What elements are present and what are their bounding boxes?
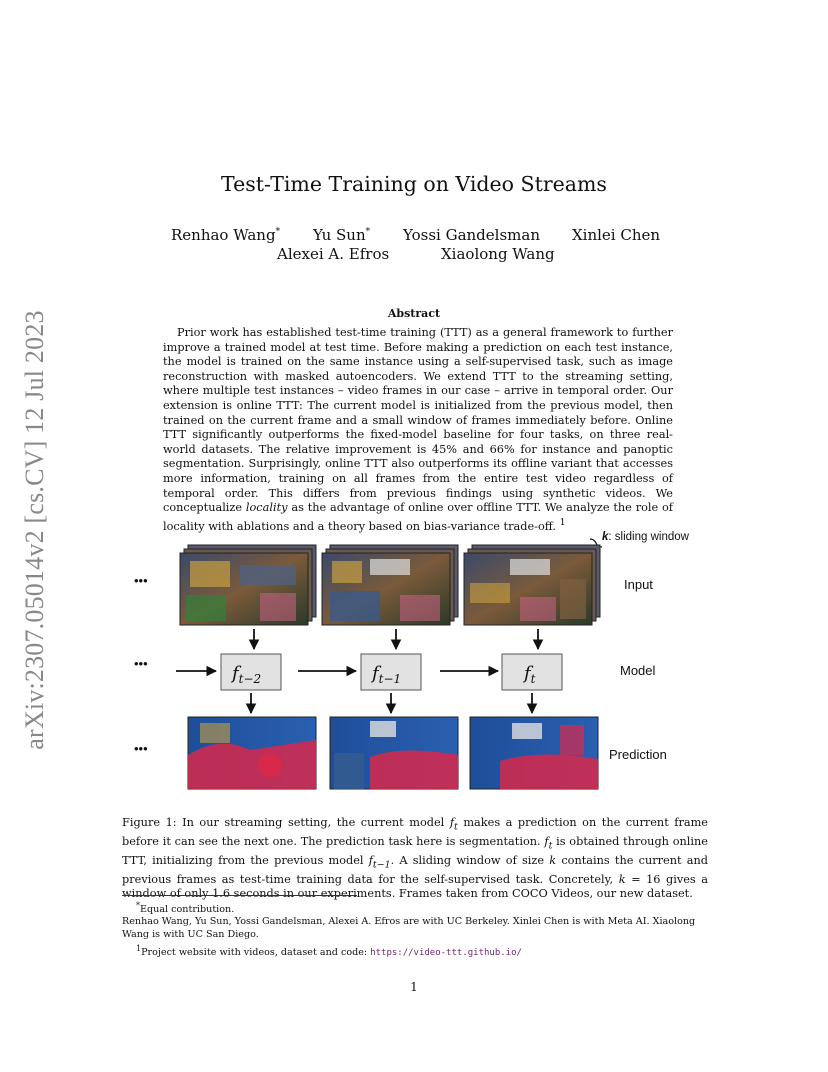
window-k: k	[602, 531, 609, 543]
author-alexei-efros: Alexei A. Efros	[277, 245, 390, 263]
author-xiaolong-wang: Xiaolong Wang	[441, 245, 555, 263]
prediction-ellipsis: •••	[134, 741, 148, 756]
abstract-body	[163, 326, 673, 534]
author-renhao-wang: Renhao Wang*	[171, 226, 281, 244]
abstract-heading: Abstract	[387, 307, 441, 320]
footnote-project: Project website with videos, dataset and code:	[141, 946, 371, 958]
footnote-equal-contribution: Equal contribution.	[140, 904, 235, 916]
paper-title: Test-Time Training on Video Streams	[221, 172, 607, 196]
prediction-frame-3	[470, 717, 598, 789]
figure-caption: Figure 1: In our streaming setting, the current model $f_t$ makes a prediction on the current frame before it can see the next one. The prediction task here is segmentation. $f_t$ is obtained through online TTT, initializing from the previous model $f_{t-1}$. A sliding window of size k contains the current and previous frames as test-time training data for the self-supervised task. Concretely, k = 16 gives a window of only 1.6 seconds in our experiments. Frames taken from COCO Videos, our new dataset.	[122, 816, 708, 901]
abstract-footnote-mark: 1	[559, 516, 566, 528]
input-ellipsis: •••	[134, 573, 148, 588]
author-yossi-gandelsman: Yossi Gandelsman	[403, 226, 540, 244]
arxiv-sidebar-stamp	[12, 300, 58, 760]
abstract-text: Prior work has established test-time training (TTT) as a general framework to further improve a trained model at test time. Before making a prediction on each test instance, the model is trained on the same instance using a self-supervised task, such as image reconstruction with masked autoencoders. We extend TTT to the streaming setting, where multiple test instances – video frames in our case – arrive in temporal order. Our extension is online TTT: The current model is initialized from the previous model, then trained on the current frame and a small window of frames immediately before. Online TTT significantly outperforms the fixed-model baseline for four tasks, on three real-world datasets. The relative improvement is 45% and 66% for instance and panoptic segmentation. Surprisingly, online TTT also outperforms its offline variant that accesses more information, training on all frames from the entire test video regardless of temporal order. This differs from previous findings using synthetic videos. We conceptualize	[163, 326, 673, 515]
row-label-model: Model	[620, 663, 656, 678]
svg-text:ft: $f_t$	[524, 663, 536, 686]
model-ellipsis: •••	[134, 656, 148, 671]
arxiv-id: arXiv:2307.05014v2 [cs.CV] 12 Jul 2023	[20, 310, 49, 750]
model-box-f-t-minus-2	[221, 654, 281, 690]
row-label-prediction: Prediction	[609, 747, 667, 762]
footnotes: *Equal contribution. Renhao Wang, Yu Sun, Yossi Gandelsman, Alexei A. Efros are with UC Berkeley. Xinlei Chen is with Meta AI. Xiaolong Wang is with UC San Diego. $^1$Project website with videos, dataset and code: https://video-ttt.github.io/	[122, 901, 696, 958]
author-xinlei-chen: Xinlei Chen	[572, 226, 661, 244]
svg-text:k: sliding window	[602, 531, 690, 543]
figure-1	[120, 525, 710, 795]
input-frame-stack-3	[464, 545, 600, 625]
sliding-window-label	[590, 531, 690, 547]
model-box-f-t	[502, 654, 562, 690]
prediction-frame-2	[330, 717, 458, 789]
author-yu-sun: Yu Sun*	[313, 226, 371, 244]
abstract-italic-term: locality	[245, 501, 288, 515]
abstract-text-tail: as the advantage of online over offline TTT. We analyze the role of locality with ablations and a theory based on bias-variance trade-off.	[163, 501, 673, 533]
project-url-link[interactable]: https://video-ttt.github.io/	[370, 947, 522, 958]
page-number: 1	[410, 980, 418, 994]
svg-text:ft−2: $f_{t-2}$	[232, 663, 262, 686]
svg-text:ft−1: $f_{t-1}$	[372, 663, 402, 686]
model-box-f-t-minus-1	[361, 654, 421, 690]
footnote-rule	[122, 895, 357, 896]
prediction-frame-1	[188, 717, 316, 789]
window-label-text: : sliding window	[608, 531, 689, 543]
input-frame-stack-1	[180, 545, 316, 625]
row-label-input: Input	[624, 577, 653, 592]
input-frame-stack-2	[322, 545, 458, 625]
footnote-affiliations: Renhao Wang, Yu Sun, Yossi Gandelsman, Alexei A. Efros are with UC Berkeley. Xinlei Chen is with Meta AI. Xiaolong Wang is with UC San Diego.	[122, 916, 696, 940]
